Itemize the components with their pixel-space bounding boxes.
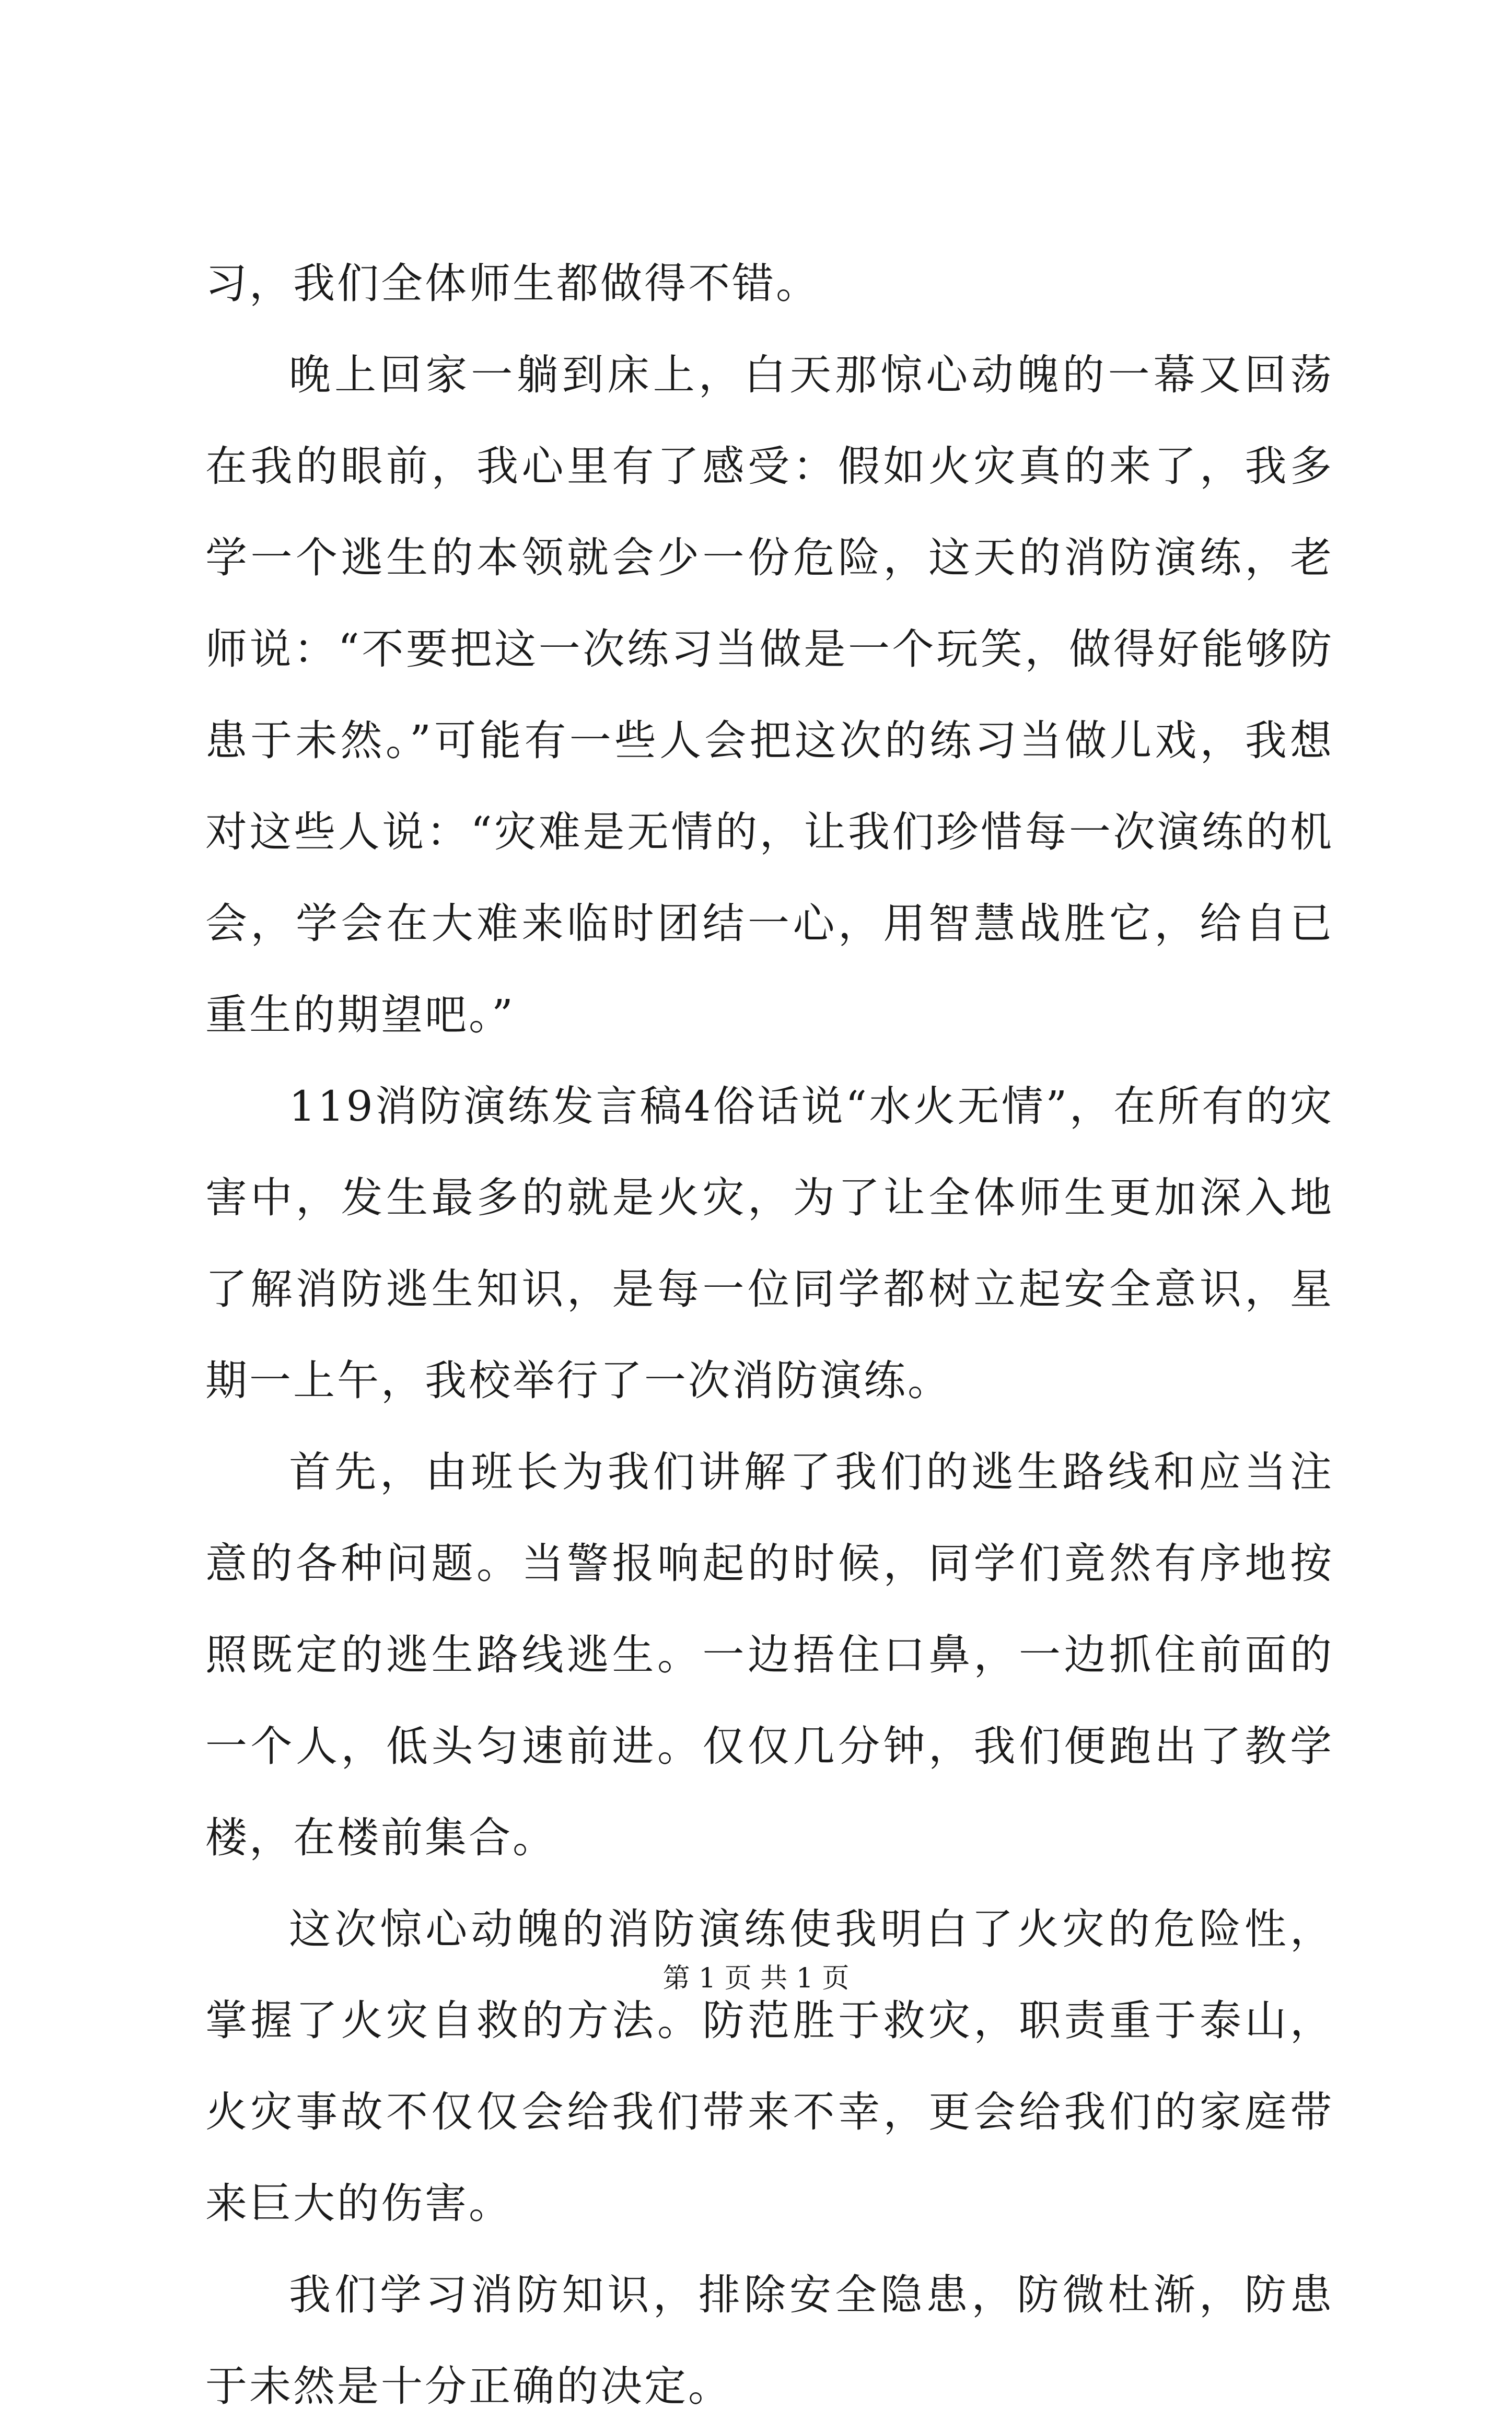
paragraph-2: 晚上回家一躺到床上，白天那惊心动魄的一幕又回荡在我的眼前，我心里有了感受：假如火灾真的来了，我多学一个逃生的本领就会少一份危险，这天的消防演练，老师说：“不要把这一次练习当做是一个玩笑，做得好能够防患于未然。”可能有一些人会把这次的练习当做儿戏，我想对这些人说：“灾难是无情的，让我们珍惜每一次演练的机会，学会在大难来临时团结一心，用智慧战胜它，给自已重生的期望吧。”	[205, 351, 1334, 1039]
paragraph-1: 习，我们全体师生都做得不错。	[205, 259, 820, 308]
paragraph-5: 这次惊心动魄的消防演练使我明白了火灾的危险性，掌握了火灾自救的方法。防范胜于救灾，职责重于泰山，火灾事故不仅仅会给我们带来不幸，更会给我们的家庭带来巨大的伤害。	[205, 1905, 1334, 2228]
paragraph-3: 119消防演练发言稿4俗话说“水火无情”，在所有的灾害中，发生最多的就是火灾，为了让全体师生更加深入地了解消防逃生知识，是每一位同学都树立起安全意识，星期一上午，我校举行了一次消防演练。	[205, 1082, 1334, 1405]
page-footer: 第 1 页 共 1 页	[662, 1963, 850, 1994]
document-body	[205, 238, 1334, 2432]
paragraph-6: 我们学习消防知识，排除安全隐患，防微杜渐，防患于未然是十分正确的决定。	[205, 2271, 1334, 2411]
paragraph-4: 首先，由班长为我们讲解了我们的逃生路线和应当注意的各种问题。当警报响起的时候，同学们竟然有序地按照既定的逃生路线逃生。一边捂住口鼻，一边抓住前面的一个人，低头匀速前进。仅仅几分钟，我们便跑出了教学楼，在楼前集合。	[205, 1448, 1334, 1862]
